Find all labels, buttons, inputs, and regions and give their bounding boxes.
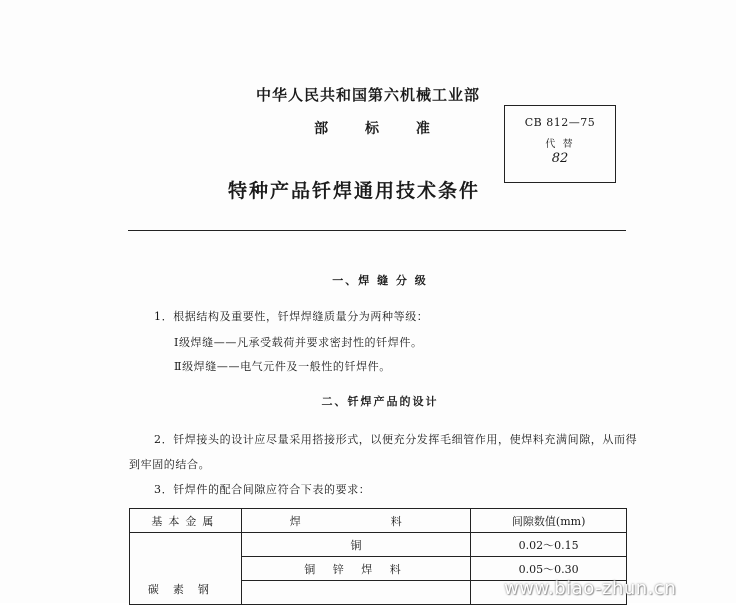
header-gap: 间隙数值(mm)	[471, 509, 627, 533]
paragraph-1: 1．根据结构及重要性，钎焊焊缝质量分为两种等级：	[154, 310, 429, 323]
table-header-row	[130, 509, 627, 533]
section-heading-1: 一、焊 缝 分 级	[332, 274, 428, 287]
paragraph-2: 2．钎焊接头的设计应尽量采用搭接形式，以便充分发挥毛细管作用，使焊料充满间隙，从而得	[154, 433, 638, 446]
header-base-metal: 基本金属	[130, 509, 242, 533]
header-solder-left: 焊	[289, 514, 301, 528]
document-title: 特种产品钎焊通用技术条件	[227, 180, 480, 202]
standard-code-box	[504, 105, 616, 183]
issuing-organization: 中华人民共和国第六机械工业部	[255, 86, 480, 104]
standard-code: CB 812—75	[524, 116, 596, 129]
paragraph-grade-2: Ⅱ级焊缝——电气元件及一般性的钎焊件。	[174, 360, 391, 373]
paragraph-3: 3．钎焊件的配合间隙应符合下表的要求：	[154, 483, 371, 496]
handwritten-note: 82	[551, 151, 569, 166]
cell-solder: 铜	[241, 533, 471, 557]
title-divider	[128, 230, 626, 231]
cell-empty	[241, 581, 471, 605]
cell-solder: 铜 锌 焊 料	[241, 557, 471, 581]
cell-base-metal: 碳素钢	[130, 533, 242, 605]
header-solder	[241, 509, 471, 533]
standard-type: 部 标 准	[314, 121, 446, 137]
replaces-label: 代 替	[545, 139, 575, 150]
watermark-text: www.biao-zhun.cn	[504, 578, 677, 599]
cell-gap: 0.05～0.30	[471, 557, 627, 581]
cell-gap: 0.02～0.15	[471, 533, 627, 557]
paragraph-2-cont: 到牢固的结合。	[129, 458, 211, 471]
section-heading-2: 二、钎焊产品的设计	[321, 395, 439, 408]
table-row	[130, 533, 627, 557]
header-solder-right: 料	[390, 514, 402, 528]
paragraph-grade-1: Ⅰ级焊缝——凡承受载荷并要求密封性的钎焊件。	[174, 336, 423, 349]
